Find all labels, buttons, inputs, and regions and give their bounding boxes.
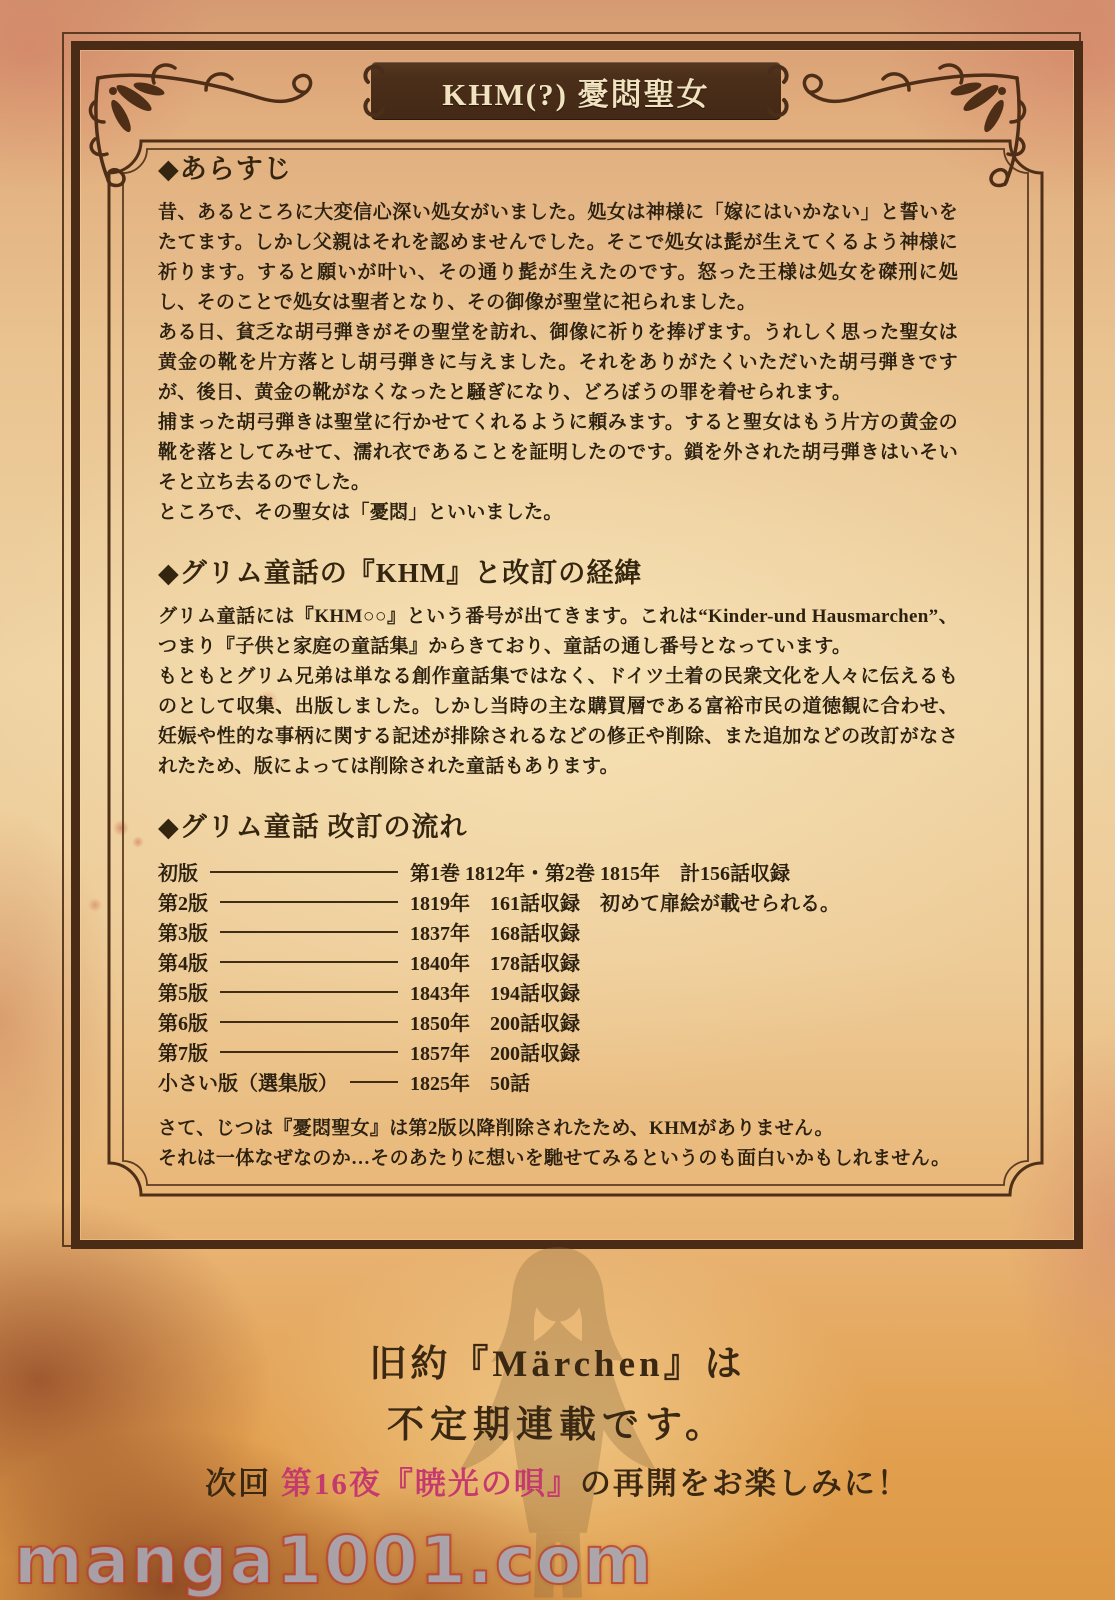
synopsis-paragraph: ある日、貧乏な胡弓弾きがその聖堂を訪れ、御像に祈りを捧げます。うれしく思った聖女は黄金の靴を片方落とし胡弓弾きに与えました。それをありがたくいただいた胡弓弾きですが、後日、黄金の靴がなくなったと騒ぎになり、どろぼうの罪を着せられます。 [158, 322, 958, 403]
leader-line [220, 1021, 398, 1023]
editions-notes [158, 1114, 958, 1174]
watermark: manga1001.com [14, 1522, 655, 1599]
footer-line-2: 不定期連載です。 [386, 1405, 729, 1446]
leader-line [220, 991, 398, 993]
edition-label: 第4版 [158, 952, 208, 975]
edition-label: 第6版 [158, 1012, 208, 1035]
table-row [158, 976, 958, 1006]
edition-value: 1850年 200話収録 [410, 1012, 580, 1035]
section-heading-editions: ◆グリム童話 改訂の流れ [158, 812, 468, 842]
table-row [158, 1006, 958, 1036]
table-row [158, 916, 958, 946]
footer-next-prefix: 次回 [205, 1466, 281, 1501]
title-banner [371, 62, 781, 120]
main-content [158, 150, 958, 1174]
footer-next-suffix: の再開をお楽しみに！ [579, 1466, 910, 1501]
footer-line-1: 旧約『Märchen』は [369, 1344, 746, 1385]
edition-value: 1857年 200話収録 [410, 1042, 580, 1065]
synopsis-paragraph: ところで、その聖女は「憂悶」といいました。 [158, 502, 563, 523]
leader-line [220, 931, 398, 933]
table-row [158, 886, 958, 916]
synopsis-paragraph: 昔、あるところに大変信心深い処女がいました。処女は神様に「嫁にはいかない」と誓いをたてます。しかし父親はそれを認めませんでした。そこで処女は髭が生えてくるよう神様に祈ります。すると願いが叶い、その通り髭が生えたのです。怒った王様は処女を磔刑に処し、そのことで処女は聖者となり、その御像が聖堂に祀られました。 [158, 202, 958, 313]
note-paragraph: それは一体なぜなのか…そのあたりに想いを馳せてみるというのも面白いかもしれません。 [158, 1148, 951, 1169]
edition-label: 第7版 [158, 1042, 208, 1065]
edition-value: 1837年 168話収録 [410, 922, 580, 945]
khm-paragraph: グリム童話には『KHM○○』という番号が出てきます。これは“Kinder-und Hausmarchen”、つまり『子供と家庭の童話集』からきており、童話の通し番号となっています。 [158, 606, 958, 657]
synopsis-paragraph: 捕まった胡弓弾きは聖堂に行かせてくれるように頼みます。すると聖女はもう片方の黄金の靴を落としてみせて、濡れ衣であることを証明したのです。鎖を外された胡弓弾きはいそいそと立ち去るのでした。 [158, 412, 958, 493]
table-row [158, 856, 958, 886]
footer-line-3 [0, 1456, 1115, 1512]
footer-next-episode-title: 第16夜『暁光の唄』 [280, 1466, 580, 1501]
banner-curl-right-icon [767, 60, 795, 122]
edition-label: 第3版 [158, 922, 208, 945]
leader-line [210, 871, 398, 873]
leader-line [350, 1081, 398, 1083]
table-row [158, 1036, 958, 1066]
edition-label: 第5版 [158, 982, 208, 1005]
edition-table [158, 856, 958, 1096]
edition-value: 1840年 178話収録 [410, 952, 580, 975]
edition-label: 第2版 [158, 892, 208, 915]
table-row [158, 1066, 958, 1096]
leader-line [220, 901, 398, 903]
edition-value: 1819年 161話収録 初めて扉絵が載せられる。 [410, 892, 840, 915]
table-row [158, 946, 958, 976]
leader-line [220, 1051, 398, 1053]
edition-value: 1843年 194話収録 [410, 982, 580, 1005]
edition-value: 1825年 50話 [410, 1072, 530, 1095]
banner-curl-left-icon [357, 60, 385, 122]
page-title: KHM(?) 憂悶聖女 [442, 76, 710, 112]
edition-label: 初版 [158, 862, 198, 885]
leader-line [220, 961, 398, 963]
footer-announcement [0, 1334, 1115, 1512]
section-heading-khm: ◆グリム童話の『KHM』と改訂の経緯 [158, 558, 643, 588]
khm-paragraph: もともとグリム兄弟は単なる創作童話集ではなく、ドイツ土着の民衆文化を人々に伝えるものとして収集、出版しました。しかし当時の主な購買層である富裕市民の道徳観に合わせ、妊娠や性的な事柄に関する記述が排除されるなどの修正や削除、また追加などの改訂がなされたため、版によっては削除された童話もあります。 [158, 666, 958, 777]
edition-label: 小さい版（選集版） [158, 1072, 338, 1095]
edition-value: 第1巻 1812年・第2巻 1815年 計156話収録 [410, 862, 790, 885]
note-paragraph: さて、じつは『憂悶聖女』は第2版以降削除されたため、KHMがありません。 [158, 1118, 834, 1139]
section-heading-synopsis: ◆あらすじ [158, 154, 292, 184]
